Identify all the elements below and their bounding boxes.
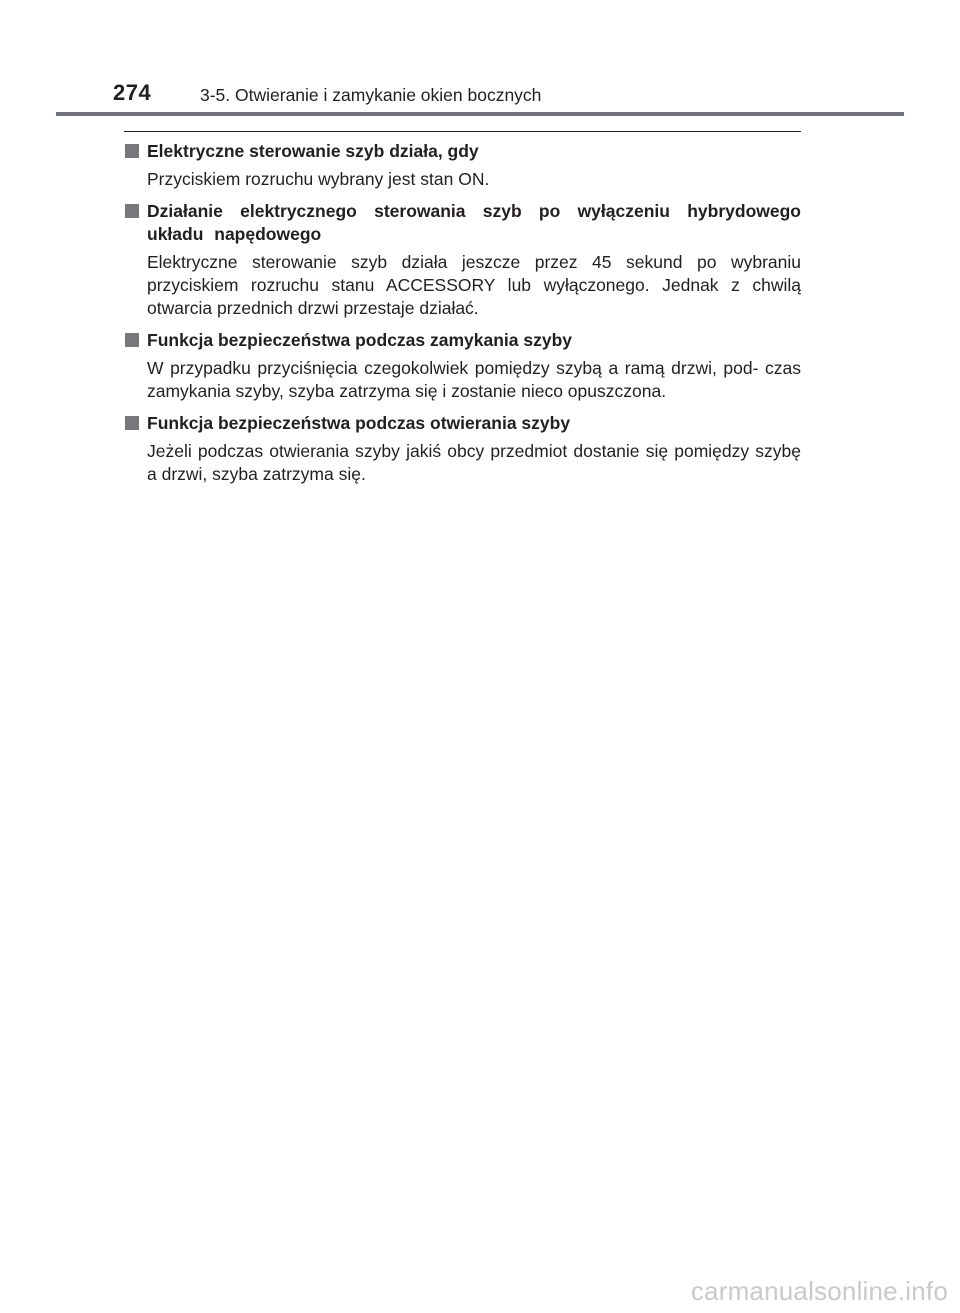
list-item: [124, 200, 801, 320]
page-header: [0, 0, 960, 118]
section-title: 3-5. Otwieranie i zamykanie okien bocznych: [200, 85, 542, 105]
item-body: Przyciskiem rozruchu wybrany jest stan ON.: [147, 169, 490, 189]
page-number: 274: [113, 80, 152, 105]
item-heading: [124, 140, 801, 163]
item-heading-text: Funkcja bezpieczeństwa podczas zamykania szyby: [147, 330, 573, 350]
content-body: [124, 140, 801, 495]
item-body: W przypadku przyciśnięcia czegokolwiek pomiędzy szybą a ramą drzwi, pod- czas zamykania szyby, szyba zatrzyma się i zostanie nieco opuszczona.: [147, 358, 801, 401]
item-heading-text: Elektryczne sterowanie szyb działa, gdy: [147, 141, 479, 161]
item-heading-text: Działanie elektrycznego sterowania szyb po wyłączeniu hybrydowego układu napędowego: [147, 201, 801, 244]
item-heading: [124, 200, 801, 246]
square-bullet-icon: [125, 416, 139, 430]
item-body: Elektryczne sterowanie szyb działa jeszcze przez 45 sekund po wybraniu przyciskiem rozruchu stanu ACCESSORY lub wyłączonego. Jednak z chwilą otwarcia przednich drzwi przestaje działać.: [147, 252, 801, 318]
list-item: [124, 412, 801, 486]
item-heading: [124, 329, 801, 352]
list-item: [124, 140, 801, 191]
square-bullet-icon: [125, 333, 139, 347]
header-divider: [56, 112, 904, 116]
square-bullet-icon: [125, 144, 139, 158]
watermark: carmanualsonline.info: [690, 1276, 948, 1306]
item-body: Jeżeli podczas otwierania szyby jakiś obcy przedmiot dostanie się pomiędzy szybę a drzwi, szyba zatrzyma się.: [147, 441, 801, 484]
item-heading-text: Funkcja bezpieczeństwa podczas otwierania szyby: [147, 413, 571, 433]
square-bullet-icon: [125, 204, 139, 218]
list-item: [124, 329, 801, 403]
content-divider: [124, 131, 801, 132]
item-heading: [124, 412, 801, 435]
